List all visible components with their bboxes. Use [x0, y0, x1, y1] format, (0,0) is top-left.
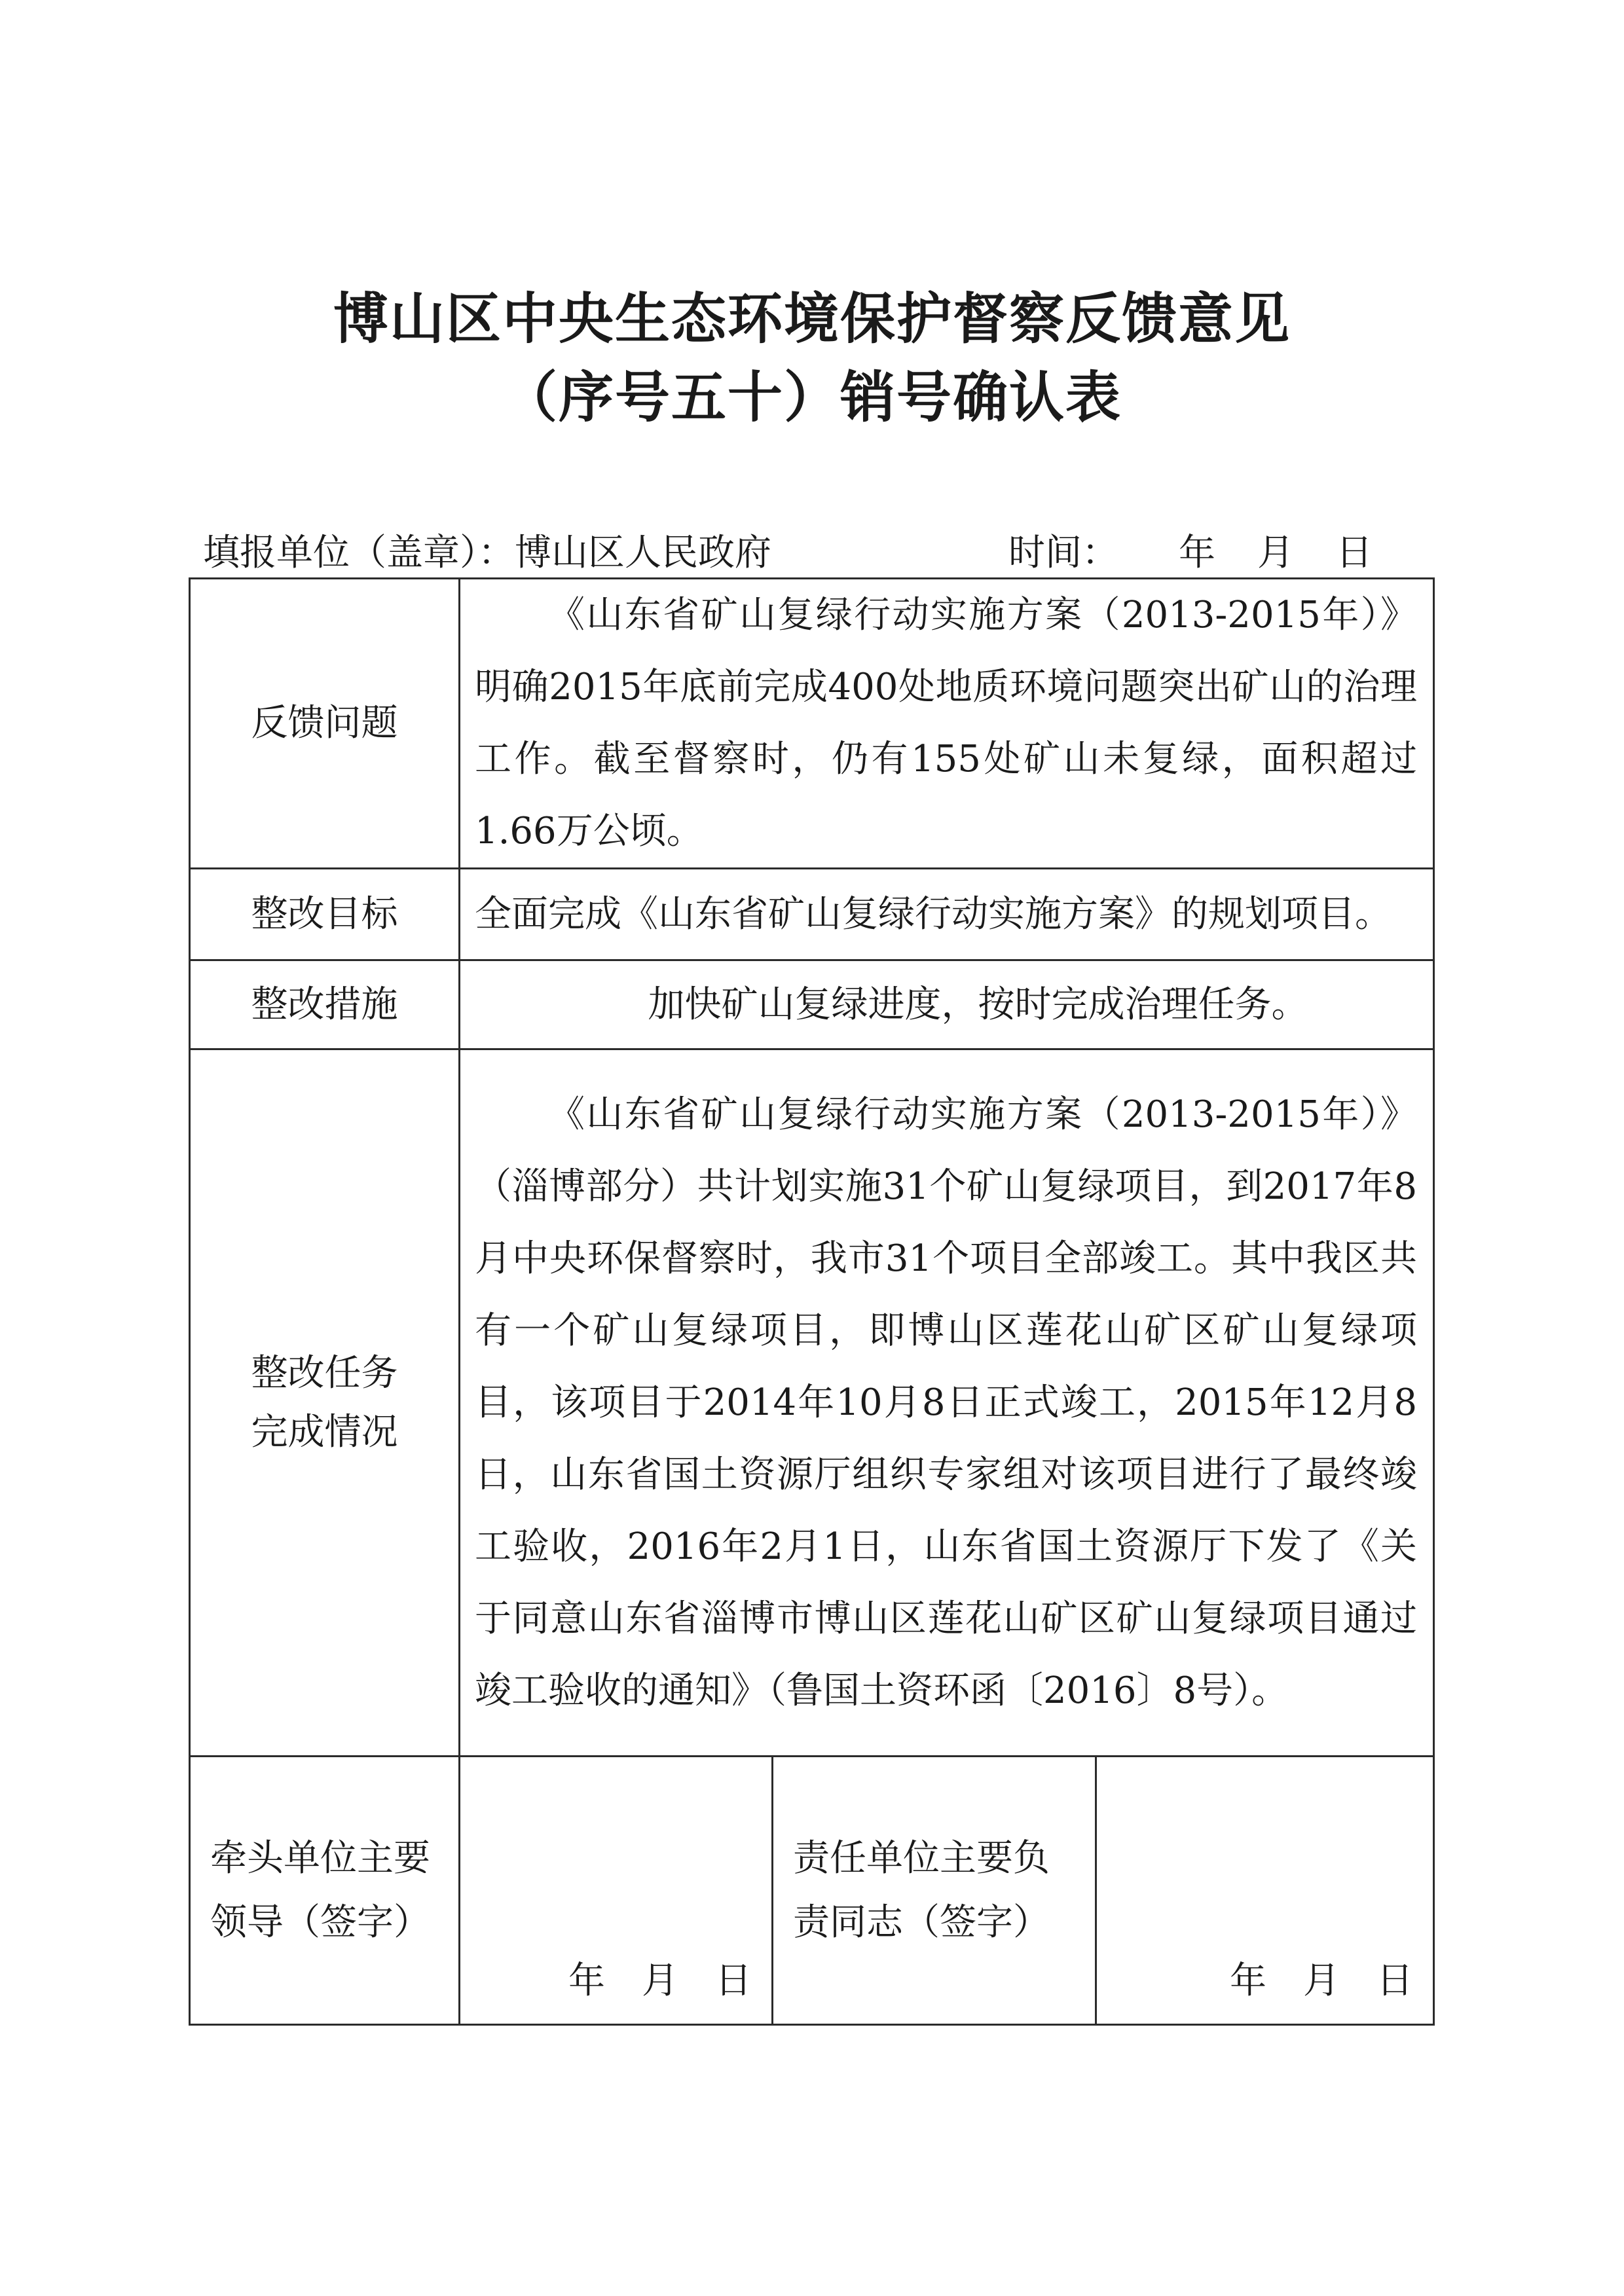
- feedback-row: [190, 579, 1434, 869]
- responsible-leader-label-line2: 责同志（签字）: [793, 1901, 1050, 1944]
- reporting-unit-label: 填报单位（盖章）：博山区人民政府: [203, 532, 771, 574]
- day-label: 日: [1336, 532, 1373, 574]
- confirmation-table: [189, 577, 1435, 2026]
- lead-leader-label-line2: 领导（签字）: [210, 1901, 430, 1944]
- completion-content: 《山东省矿山复绿行动实施方案（2013-2015年）》（淄博部分）共计划实施31个矿山复绿项目，到2017年8月中央环保督察时，我市31个项目全部竣工。其中我区共有一个矿山复绿项目，即博山区莲花山矿区矿山复绿项目，该项目于2014年10月8日正式竣工，2015年12月8日，山东省国土资源厅组织专家组对该项目进行了最终竣工验收，2016年2月1日，山东省国土资源厅下发了《关于同意山东省淄博市博山区莲花山矿区矿山复绿项目通过竣工验收的通知》（鲁国土资环函〔2016〕8号）。: [475, 1093, 1417, 1712]
- lead-leader-label: [190, 1757, 460, 2025]
- completion-content-cell: [460, 1049, 1434, 1757]
- year-label: 年: [1179, 532, 1215, 574]
- header-row: [203, 524, 1382, 576]
- time-label: 时间：: [1008, 532, 1118, 574]
- responsible-leader-label: [773, 1757, 1096, 2025]
- measures-row: [190, 960, 1434, 1049]
- signature-row: [190, 1757, 1434, 2025]
- measures-content: 加快矿山复绿进度，按时完成治理任务。: [460, 960, 1434, 1049]
- completion-label-line1: 整改任务: [251, 1351, 398, 1394]
- responsible-signature-date: 年 月 日: [1230, 1959, 1413, 2002]
- document-title-line1: 博山区中央生态环境保护督察反馈意见: [333, 287, 1291, 351]
- completion-row: [190, 1049, 1434, 1757]
- document-title-line2: （序号五十）销号确认表: [502, 365, 1122, 429]
- target-label: 整改目标: [190, 869, 460, 960]
- lead-signature-cell[interactable]: [460, 1757, 773, 2025]
- completion-label: [190, 1049, 460, 1757]
- lead-signature-date: 年 月 日: [568, 1959, 752, 2002]
- completion-label-line2: 完成情况: [251, 1410, 398, 1453]
- lead-leader-label-line1: 牵头单位主要: [210, 1836, 430, 1880]
- feedback-content: 《山东省矿山复绿行动实施方案（2013-2015年）》明确2015年底前完成400处地质环境问题突出矿山的治理工作。截至督察时，仍有155处矿山未复绿，面积超过1.66万公顷。: [475, 594, 1417, 852]
- month-label: 月: [1257, 532, 1294, 574]
- responsible-signature-cell[interactable]: [1096, 1757, 1434, 2025]
- measures-label: 整改措施: [190, 960, 460, 1049]
- feedback-label: 反馈问题: [190, 579, 460, 869]
- feedback-content-cell: [460, 579, 1434, 869]
- target-row: [190, 869, 1434, 960]
- target-content: 全面完成《山东省矿山复绿行动实施方案》的规划项目。: [460, 869, 1434, 960]
- responsible-leader-label-line1: 责任单位主要负: [793, 1836, 1050, 1880]
